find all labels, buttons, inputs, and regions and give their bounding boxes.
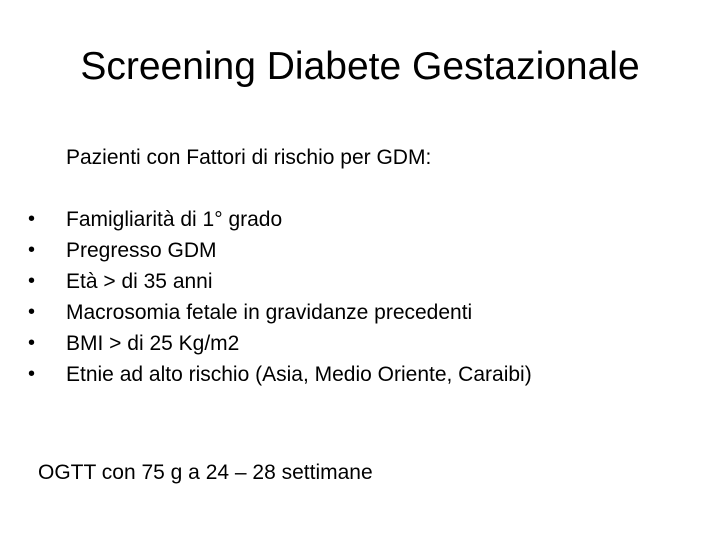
risk-factor-age: Età > di 35 anni: [66, 270, 213, 293]
bullet-icon: •: [28, 363, 36, 385]
list-item: [0, 359, 556, 390]
list-item: [0, 235, 556, 266]
risk-factor-macrosomia: Macrosomia fetale in gravidanze precedenti: [66, 301, 473, 324]
list-item: [0, 266, 556, 297]
bullet-icon: •: [28, 332, 36, 354]
risk-factor-bmi: BMI > di 25 Kg/m2: [66, 332, 240, 355]
list-item: [0, 204, 556, 235]
risk-factor-previous-gdm: Pregresso GDM: [66, 239, 217, 262]
slide-title: Screening Diabete Gestazionale: [80, 45, 640, 88]
list-item: [0, 297, 556, 328]
risk-factor-list: [0, 204, 720, 390]
bullet-icon: •: [28, 270, 36, 292]
bullet-icon: •: [28, 208, 36, 230]
risk-factors-heading: Pazienti con Fattori di rischio per GDM:: [66, 146, 432, 169]
risk-factor-familiarity: Famigliarità di 1° grado: [66, 208, 283, 231]
bullet-icon: •: [28, 239, 36, 261]
bullet-icon: •: [28, 301, 36, 323]
ogtt-note: OGTT con 75 g a 24 – 28 settimane: [38, 461, 373, 484]
list-item: [0, 328, 556, 359]
risk-factor-ethnicity: Etnie ad alto rischio (Asia, Medio Oriente, Caraibi): [66, 363, 532, 386]
